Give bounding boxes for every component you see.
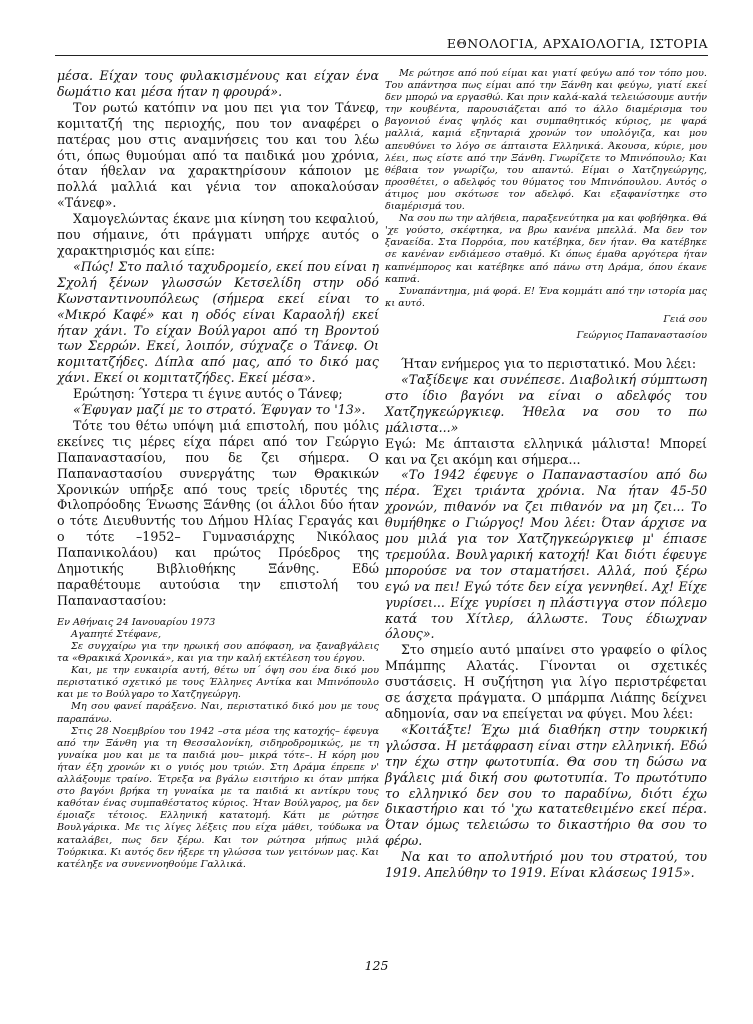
quote-paragraph: «Ταξίδεψε και συνέπεσε. Διαβολική σύμπτωση στο ίδιο βαγόνι να είναι ο αδελφός του Χατζηγκεώργκιεφ. Ήθελα να σου το πω μάλιστα...»	[385, 371, 707, 435]
quote-paragraph: «Έφυγαν μαζί με το στρατό. Έφυγαν το '13».	[73, 402, 366, 418]
paragraph: Ήταν ενήμερος για το περιστατικό. Μου λέει:	[401, 356, 697, 372]
paragraph: Ερώτηση: Ύστερα τι έγινε αυτός ο Τάνεφ;	[73, 386, 343, 402]
letter-paragraph: Στις 28 Νοεμβρίου του 1942 –στα μέσα της κατοχής– έφευγα από την Ξάνθη για τη Θεσσαλονίκη, σιδηροδρομικώς, με τη γυναίκα μου και με τα παιδιά μου– μικρά τότε–. Η κόρη μου ήταν έξη χρονών κι ο γυιός μου τριών. Στη Δράμα έπρεπε ν' αλλάξουμε τραίνο. Έτρεξα να βγάλω εισιτήριο κι όταν μπήκα στο βαγόνι βρήκα τη γυναίκα με τα παιδιά κι αντίκρυ τους καθόταν ένας συμπαθέστατος κύριος. Ήταν Βούλγαρος, μα δεν έμοιαζε τέτοιος. Ελληνική κατατομή. Κάτι με ρώτησε Βουλγάρικα. Με τις λίγες λέξεις που είχα μάθει, τούδωκα να καταλάβει, πως δεν ξέρω. Και τον ρώτησα μήπως μιλά Τούρκικα. Κι αυτός δεν ήξερε τη γλώσσα των γειτόνων μας. Και κατέληξε να συνεννοηθούμε Γαλλικά.	[57, 725, 379, 870]
letter-paragraph: Και, με την ευκαιρία αυτή, θέτω υπ΄ όψη σου ένα δικό μου περιστατικό σχετικό με τους Έλληνες Αντίκα και Μπινόπουλο και με το Βούλγαρο το Χατζηγεώργη.	[57, 665, 379, 701]
paragraph: Τον ρωτώ κατόπιν να μου πει για τον Τάνεφ, κομιτατζή της περιοχής, που τον αναφέρει ο πατέρας μου στις αναμνήσεις του και του λέω ότι, όπως θυμούμαι από τα παιδικά μου χρόνια, όταν ήθελαν να χαρακτηρίσουν κάποιον με πολλά μαλλιά και γένια τον αποκαλούσαν «Τάνεφ».	[57, 99, 379, 211]
paragraph: Χαμογελώντας έκανε μια κίνηση του κεφαλιού, που σήμαινε, ότι πράγματι υπήρχε αυτός ο χαρακτηρισμός και είπε:	[57, 211, 379, 258]
paragraph: Εγώ: Με άπταιστα ελληνικά μάλιστα! Μπορεί και να ζει ακόμη και σήμερα...	[385, 435, 707, 467]
running-header: ΕΘΝΟΛΟΓΙΑ, ΑΡΧΑΙΟΛΟΓΙΑ, ΙΣΤΟΡΙΑ	[55, 36, 708, 56]
letter-paragraph: Συναπάντημα, μιά φορά. Ε! Ένα κομμάτι από την ιστορία μας κι αυτό.	[385, 285, 707, 309]
letter-block	[57, 617, 379, 871]
paragraph: Στο σημείο αυτό μπαίνει στο γραφείο ο φίλος Μπάμπης Αλατάς. Γίνονται οι σχετικές συστάσεις. Η συζήτηση για λίγο περιστρέφεται σε άσχετα πράγματα. Ο μπάρμπα Λιάπης δείχνει αδημονία, σαν να επείγεται να φύγει. Μου λέει:	[385, 642, 707, 721]
right-column	[385, 68, 707, 881]
letter-paragraph: Μη σου φανεί παράξενο. Ναι, περιστατικό δικό μου με τους παραπάνω.	[57, 701, 379, 725]
letter-paragraph: Σε συγχαίρω για την ηρωική σου απόφαση, να ξαναβγάλεις τα «Θρακικά Χρονικά», και για την καλή εκτέλεση του έργου.	[57, 641, 379, 665]
letter-continuation	[385, 68, 707, 310]
quote-paragraph: «Κοιτάξτε! Έχω μιά διαθήκη στην τουρκική γλώσσα. Η μετάφραση είναι στην ελληνική. Εδώ την έχω στην φωτοτυπία. Θα σου τη δώσω να βγάλεις μιά δική σου φωτοτυπία. Το πρωτότυπο το ελληνικό δεν σου το παραδίνω, διότι έχω δικαστήριο και τό 'χω κατατεθειμένο εκεί πέρα. Όταν όμως τελειώσω το δικαστήριο θα σου το φέρω.	[385, 721, 707, 849]
letter-date: Εν Αθήναις 24 Ιανουαρίου 1973	[57, 616, 216, 628]
page-number: 125	[364, 958, 389, 973]
paragraph: Τότε του θέτω υπόψη μιά επιστολή, που μόλις εκείνες τις μέρες είχα πάρει από τον Γεώργιο Παπαναστασίου, που δε ζει σήμερα. Ο Παπαναστασίου συνεργάτης των Θρακικών Χρονικών υπήρξε από τους τρείς ιδρυτές της Φιλοπρόοδης Ένωσης Ξάνθης (οι άλλοι δύο ήταν ο τότε Διευθυντής του Δήμου Ηλίας Γεραγάς και ο τότε –1952– Γυμνασιάρχης Νικόλαος Παπανικολάου) και πρώτος Πρόεδρος της Δημοτικής Βιβλιοθήκης Ξάνθης. Εδώ παραθέτουμε αυτούσια την επιστολή του Παπαναστασίου:	[57, 417, 379, 608]
letter-signature: Γεώργιος Παπαναστασίου	[576, 329, 707, 341]
letter-paragraph: Να σου πω την αλήθεια, παραξενεύτηκα μα και φοβήθηκα. Θά 'χε γούστο, σκέφτηκα, να βρω κανένα μπελλά. Μα δεν τον ξαναείδα. Στα Πορρόια, που κατέβηκα, δεν ήταν. Θα κατέβηκε σε κανέναν ενδιάμεσο σταθμό. Κι όπως έμαθα αργότερα ήταν καπνέμπορος και κατέβηκε από πάνω στη Δράμα, όπου έκανε καπνά.	[385, 213, 707, 285]
quote-paragraph: «Το 1942 έφευγε ο Παπαναστασίου από δω πέρα. Έχει τριάντα χρόνια. Να ήταν 45-50 χρονών, πιθανόν να ζει πιθανόν να μη ζει... Το θυμήθηκε ο Γιώργος! Μου λέει: Όταν άρχισε να μου μιλά για τον Χατζηγκεώργκιεφ μ' έπιασε τρεμούλα. Βουλγαρική κατοχή! Και διότι έφευγε μπορούσε να τον σταματήσει. Αλλά, πού ξέρω εγώ να πει! Εγώ τότε δεν είχα γεννηθεί. Αχ! Είχε γυρίσει... Είχε γυρίσει η πλάστιγγα στον πόλεμο κατά του Χίτλερ, άλλωστε. Τους έδιωχναν όλους».	[385, 467, 707, 642]
paragraph: μέσα. Είχαν τους φυλακισμένους και είχαν ένα δωμάτιο και μέσα ήταν η φρουρά».	[57, 68, 379, 99]
left-column	[57, 68, 379, 871]
quote-paragraph: Να και το απολυτήριό μου του στρατού, του 1919. Απελύθην το 1919. Είναι κλάσεως 1915».	[385, 849, 707, 881]
quote-paragraph: «Πώς! Στο παλιό ταχυδρομείο, εκεί που είναι η Σχολή ξένων γλωσσών Κετσελίδη στην οδό Κωνσταντινουπόλεως (σήμερα εκεί είναι το «Μικρό Καφέ» και η οδός είναι Καραολή) εκεί ήταν χάνι. Το είχαν Βούλγαροι από τη Βροντού των Σερρών. Εκεί, λοιπόν, σύχναζε ο Τάνεφ. Οι κομιτατζήδες. Δίπλα από μας, από το δικό μας χάνι. Εκεί οι κομιτατζήδες. Εκεί μέσα».	[57, 258, 379, 386]
letter-paragraph: Με ρώτησε από πού είμαι και γιατί φεύγω από τον τόπο μου. Του απάντησα πως είμαι από την Ξάνθη και φεύγω, γιατί εκεί δεν μπορώ να εργασθώ. Και πριν καλά-καλά τελειώσουμε αυτήν την κουβέντα, παρουσιάζεται από το άλλο διαμέρισμα του βαγονιού ένας ψηλός και συμπαθητικός κύριος, με ψαρά μαλλιά, καμιά εξηνταριά χρονών τον υπολόγιζα, και μου απευθύνει το λόγο σε άπταιστα Ελληνικά. Άκουσα, κύριε, μου λέει, πως είστε από την Ξάνθη. Γνωρίζετε το Μπινόπουλο; Και θέβαια τον γνωρίζω, του απαντώ. Είμαι ο Χατζηγεώργης, προσθέτει, ο αδελφός του θύματος του Μπινόπουλου. Αυτός ο άτιμος μου σκότωσε τον αδελφό. Και εξαφανίστηκε στο διαμέρισμά του.	[385, 68, 707, 213]
letter-greeting: Αγαπητέ Στέφανε,	[71, 628, 162, 640]
letter-closing: Γειά σου	[663, 313, 707, 325]
